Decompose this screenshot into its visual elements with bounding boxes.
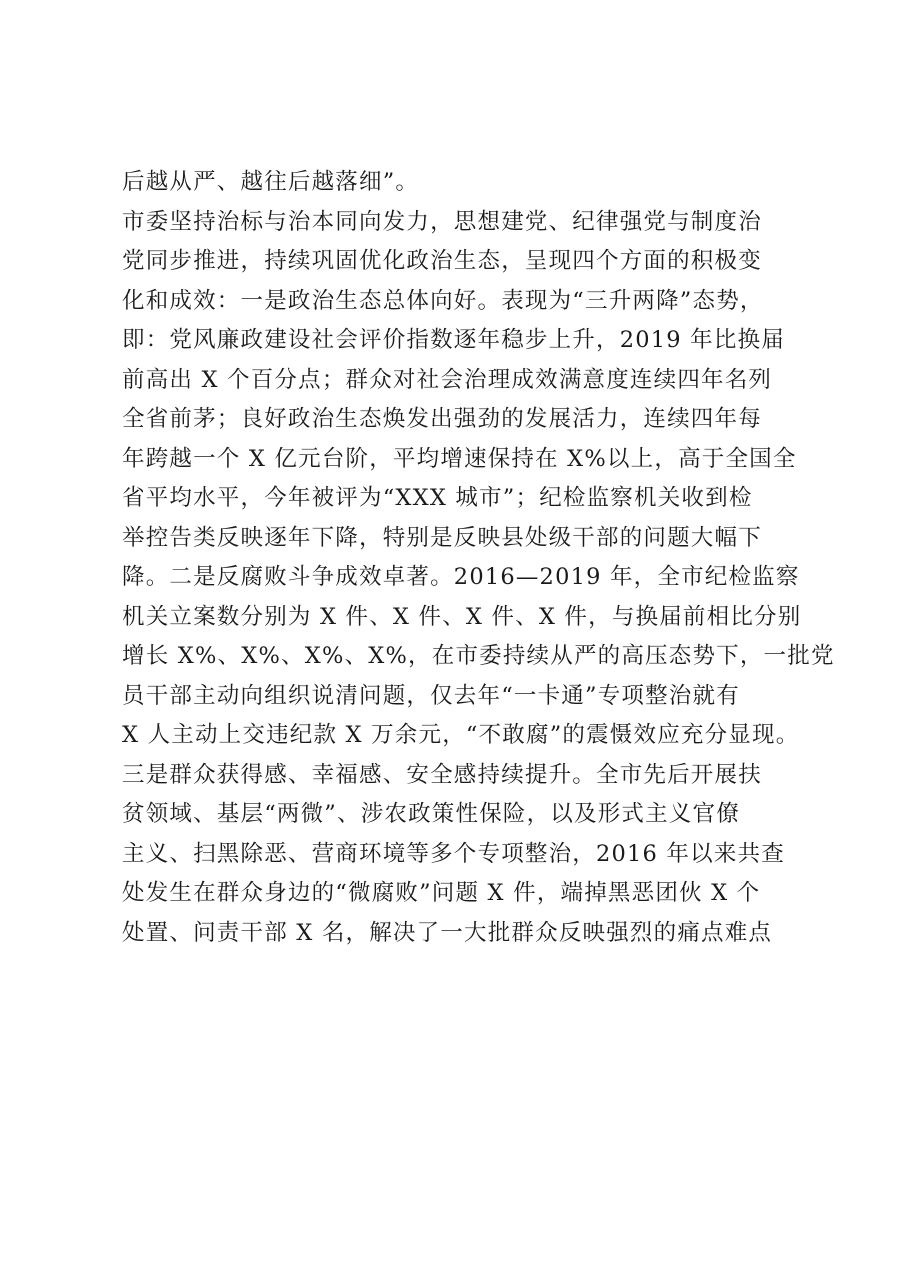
text-line: 机关立案数分别为 X 件、X 件、X 件、X 件，与换届前相比分别 (122, 603, 802, 630)
text-line: 降。二是反腐败斗争成效卓著。2016—2019 年，全市纪检监察 (122, 564, 800, 590)
text-line: 年跨越一个 X 亿元台阶，平均增速保持在 X%以上，高于全国全 (122, 445, 797, 472)
text-line: 后越从严、越往后越落细”。 (122, 169, 420, 195)
text-line: 市委坚持治标与治本同向发力，思想建党、纪律强党与制度治 (122, 208, 762, 235)
text-line: 三是群众获得感、幸福感、安全感持续提升。全市先后开展扶 (122, 761, 762, 788)
text-line: 员干部主动向组织说清问题，仅去年“一卡通”专项整治就有 (122, 682, 740, 709)
text-line: 省平均水平，今年被评为“XXX 城市”；纪检监察机关收到检 (122, 485, 753, 511)
text-line: 化和成效：一是政治生态总体向好。表现为“三升两降”态势， (122, 287, 764, 314)
text-line: 即：党风廉政建设社会评价指数逐年稳步上升，2019 年比换届 (122, 327, 785, 353)
text-line: 党同步推进，持续巩固优化政治生态，呈现四个方面的积极变 (122, 248, 762, 274)
text-line: 全省前茅；良好政治生态焕发出强劲的发展活力，连续四年每 (122, 406, 762, 432)
text-line: 举控告类反映逐年下降，特别是反映县处级干部的问题大幅下 (122, 524, 762, 551)
text-line: 增长 X%、X%、X%、X%，在市委持续从严的高压态势下，一批党 (122, 643, 835, 669)
text-line: 前高出 X 个百分点；群众对社会治理成效满意度连续四年名列 (122, 366, 773, 393)
text-line: 处置、问责干部 X 名，解决了一大批群众反映强烈的痛点难点 (122, 919, 773, 946)
text-line: 处发生在群众身边的“微腐败”问题 X 件，端掉黑恶团伙 X 个 (122, 880, 761, 906)
text-line: 主义、扫黑除恶、营商环境等多个专项整治，2016 年以来共查 (122, 840, 785, 867)
text-line: X 人主动上交违纪款 X 万余元，“不敢腐”的震慑效应充分显现。 (122, 722, 800, 748)
body-text (122, 163, 835, 953)
text-line: 贫领域、基层“两微”、涉农政策性保险，以及形式主义官僚 (122, 801, 740, 827)
